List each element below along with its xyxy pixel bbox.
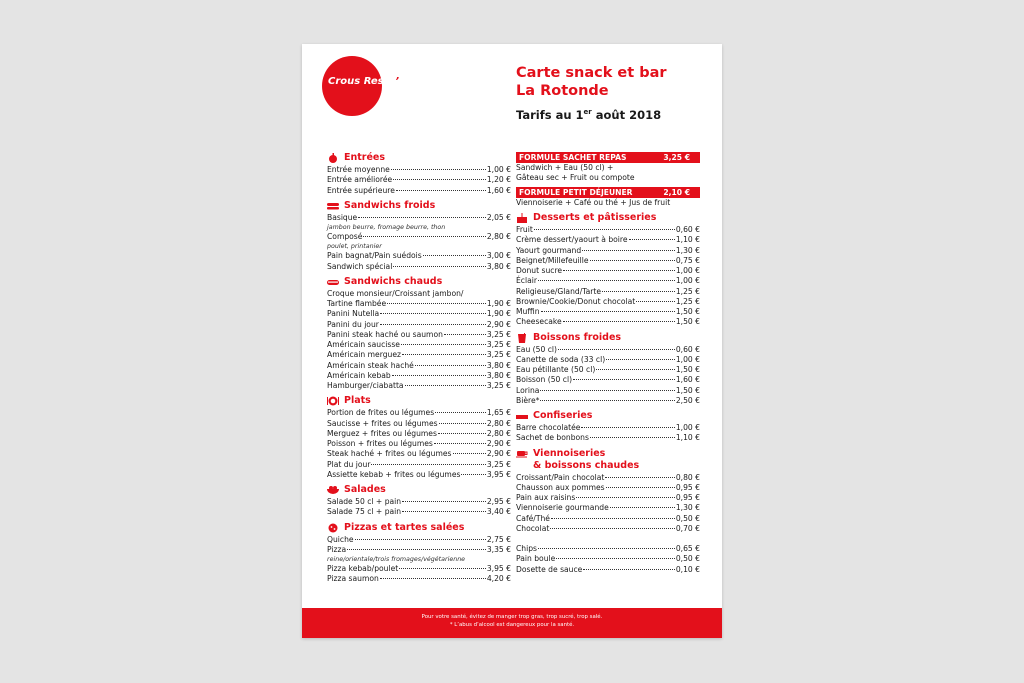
section-heading xyxy=(516,332,700,344)
item-name: Américain kebab xyxy=(327,370,391,380)
item-name: Tartine flambée xyxy=(327,299,387,308)
item-price: 1,00 € xyxy=(675,276,700,286)
item-name: Américain steak haché xyxy=(327,360,414,370)
item-price: 2,90 € xyxy=(486,319,511,329)
item-price: 1,90 € xyxy=(486,299,511,308)
item-name: Éclair xyxy=(516,276,537,286)
item-name: Panini steak haché ou saumon xyxy=(327,329,443,339)
menu-item xyxy=(516,307,700,317)
item-name: Beignet/Millefeuille xyxy=(516,255,589,265)
menu-item xyxy=(516,433,700,443)
menu-item xyxy=(327,429,511,439)
dot-leader xyxy=(606,359,675,360)
dot-leader xyxy=(392,375,486,376)
item-price: 1,60 € xyxy=(675,375,700,385)
dot-leader xyxy=(423,255,486,256)
item-price: 3,95 € xyxy=(486,469,511,479)
dot-leader xyxy=(444,334,486,335)
dot-leader xyxy=(610,507,675,508)
title-line-1: Carte snack et bar xyxy=(516,65,667,81)
drink-glass-icon xyxy=(516,333,528,343)
section-heading xyxy=(327,395,511,407)
menu-item xyxy=(516,544,700,554)
menu-item xyxy=(516,256,700,266)
item-name: Sachet de bonbons xyxy=(516,433,589,443)
dot-leader xyxy=(439,423,486,424)
dot-leader xyxy=(435,412,486,413)
item-name: Pizza saumon xyxy=(327,574,379,584)
dot-leader xyxy=(576,497,675,498)
menu-item xyxy=(327,213,511,223)
section-title: Boissons froides xyxy=(533,331,622,343)
item-price: 1,50 € xyxy=(675,385,700,395)
menu-item xyxy=(516,225,700,235)
item-price: 0,60 € xyxy=(675,225,700,234)
item-name: Donut sucre xyxy=(516,266,563,275)
left-column xyxy=(327,148,511,585)
menu-item xyxy=(327,320,511,330)
item-price: 0,70 € xyxy=(675,523,700,533)
dot-leader xyxy=(453,453,486,454)
item-price: 1,50 € xyxy=(675,317,700,327)
item-price: 3,25 € xyxy=(486,381,511,390)
plate-icon xyxy=(327,396,339,406)
item-name: Poisson + frites ou légumes xyxy=(327,439,433,448)
menu-item xyxy=(327,507,511,517)
right-column xyxy=(516,148,700,575)
menu-item xyxy=(327,564,511,574)
item-name: Dosette de sauce xyxy=(516,564,583,574)
menu-item xyxy=(327,330,511,340)
item-name: Pain bagnat/Pain suédois xyxy=(327,251,422,261)
section-heading xyxy=(327,152,511,164)
item-price: 0,50 € xyxy=(675,554,700,564)
dot-leader xyxy=(606,487,675,488)
item-name: Croissant/Pain chocolat xyxy=(516,472,605,482)
item-price: 3,25 € xyxy=(486,459,511,469)
dot-leader xyxy=(605,477,674,478)
item-price: 1,50 € xyxy=(675,307,700,316)
health-footer xyxy=(302,608,722,638)
item-name: Chips xyxy=(516,544,538,553)
item-name: Chocolat xyxy=(516,523,550,533)
menu-item xyxy=(327,545,511,555)
dot-leader xyxy=(636,301,675,302)
item-price: 1,30 € xyxy=(675,503,700,513)
item-name: Composé xyxy=(327,232,363,241)
item-name: Hamburger/ciabatta xyxy=(327,381,404,390)
dot-leader xyxy=(380,313,486,314)
menu-sheet xyxy=(302,44,722,638)
item-price: 2,80 € xyxy=(486,418,511,428)
section-title: Sandwichs chauds xyxy=(344,275,443,287)
formula-description: Viennoiserie + Café ou thé + Jus de fruit xyxy=(516,198,671,207)
section-heading xyxy=(327,276,511,288)
dot-leader xyxy=(347,549,486,550)
menu-item xyxy=(516,386,700,396)
item-name: Portion de frites ou légumes xyxy=(327,408,435,418)
item-name: Pain aux raisins xyxy=(516,493,576,502)
menu-item xyxy=(327,497,511,507)
formula-banner xyxy=(516,152,700,163)
price-date: Tarifs au 1er août 2018 xyxy=(516,108,662,122)
dot-leader xyxy=(380,324,486,325)
item-price: 1,60 € xyxy=(486,185,511,195)
item-price: 1,00 € xyxy=(675,423,700,432)
item-name: Bière* xyxy=(516,395,540,405)
menu-item xyxy=(327,175,511,185)
item-name: Pizza xyxy=(327,544,347,554)
item-price: 1,00 € xyxy=(675,266,700,275)
formula-title: FORMULE PETIT DÉJEUNER xyxy=(519,188,633,197)
item-note: poulet, printanier xyxy=(327,243,382,251)
dot-leader xyxy=(556,558,675,559)
dot-leader xyxy=(402,511,486,512)
section-heading xyxy=(327,484,511,496)
section-heading xyxy=(516,212,700,224)
item-name: Lorina xyxy=(516,385,540,395)
menu-item xyxy=(327,419,511,429)
item-name: Entrée moyenne xyxy=(327,165,390,174)
item-name: Eau pétillante (50 cl) xyxy=(516,365,596,374)
item-price: 1,20 € xyxy=(486,175,511,185)
item-price: 2,95 € xyxy=(486,497,511,506)
formula-description: Sandwich + Eau (50 cl) + xyxy=(516,163,614,172)
menu-item xyxy=(516,554,700,564)
item-price: 0,10 € xyxy=(675,564,700,574)
dot-leader xyxy=(540,400,674,401)
item-name: Américain merguez xyxy=(327,350,402,360)
section-title: Plats xyxy=(344,395,371,407)
dot-leader xyxy=(583,569,675,570)
item-price: 2,80 € xyxy=(486,232,511,241)
item-name: Panini Nutella xyxy=(327,309,380,319)
menu-item xyxy=(516,317,700,327)
menu-item xyxy=(327,371,511,381)
item-price: 2,90 € xyxy=(486,449,511,459)
item-price: 3,80 € xyxy=(486,261,511,271)
item-price: 3,25 € xyxy=(486,340,511,349)
item-name: Basique xyxy=(327,212,358,222)
menu-item xyxy=(327,186,511,196)
item-name: Chausson aux pommes xyxy=(516,482,605,492)
item-price: 1,90 € xyxy=(486,309,511,319)
dot-leader xyxy=(355,539,486,540)
item-price: 1,10 € xyxy=(675,433,700,443)
item-name: Entrée supérieure xyxy=(327,185,395,195)
formulas xyxy=(516,152,700,208)
menu-item xyxy=(327,470,511,480)
item-price: 3,35 € xyxy=(486,544,511,554)
section-title: Sandwichs froids xyxy=(344,199,436,211)
menu-item xyxy=(327,165,511,175)
section-heading xyxy=(516,410,700,422)
section-heading xyxy=(327,200,511,212)
dot-leader xyxy=(391,169,486,170)
menu-item xyxy=(516,493,700,503)
item-name: Boisson (50 cl) xyxy=(516,375,573,385)
footer-line-1: Pour votre santé, évitez de manger trop gras, trop sucré, trop salé. xyxy=(421,614,603,620)
item-price: 0,95 € xyxy=(675,482,700,492)
item-name: Steak haché + frites ou légumes xyxy=(327,449,452,459)
item-name: Brownie/Cookie/Donut chocolat xyxy=(516,296,636,306)
dot-leader xyxy=(363,236,485,237)
menu-item xyxy=(516,355,700,365)
item-name: Assiette kebab + frites ou légumes xyxy=(327,469,461,479)
section-title: Viennoiseries & boissons chaudes xyxy=(533,447,640,471)
dot-leader xyxy=(558,349,675,350)
item-name: Muffin xyxy=(516,307,540,316)
logo-text: Crous Resto’ xyxy=(328,76,400,87)
apple-icon xyxy=(327,153,339,163)
dot-leader xyxy=(540,390,674,391)
item-price: 4,20 € xyxy=(486,574,511,584)
dot-leader xyxy=(402,501,486,502)
item-price: 3,00 € xyxy=(486,251,511,261)
menu-item xyxy=(516,345,700,355)
item-name: Crème dessert/yaourt à boire xyxy=(516,235,628,245)
menu-item xyxy=(327,408,511,418)
item-price: 0,75 € xyxy=(675,255,700,265)
item-price: 1,00 € xyxy=(486,165,511,174)
formula-price: 3,25 € xyxy=(663,153,690,162)
item-name: Américain saucisse xyxy=(327,340,400,349)
menu-title xyxy=(516,64,667,100)
menu-item xyxy=(327,574,511,584)
item-price: 2,75 € xyxy=(486,534,511,544)
section-title: Pizzas et tartes salées xyxy=(344,521,465,533)
spacer xyxy=(516,534,700,544)
dot-leader xyxy=(534,229,675,230)
menu-item xyxy=(516,503,700,513)
menu-item xyxy=(327,340,511,350)
section-title: Desserts et pâtisseries xyxy=(533,212,657,223)
title-line-2: La Rotonde xyxy=(516,83,609,99)
dot-leader xyxy=(596,369,675,370)
salad-bowl-icon xyxy=(327,485,339,495)
formula-description: Gâteau sec + Fruit ou compote xyxy=(516,173,635,182)
item-name: Entrée améliorée xyxy=(327,175,393,185)
menu-item xyxy=(327,535,511,545)
item-name: Sandwich spécial xyxy=(327,261,393,271)
dot-leader xyxy=(438,433,486,434)
item-price: 3,25 € xyxy=(486,329,511,339)
menu-item xyxy=(516,524,700,534)
item-name: Eau (50 cl) xyxy=(516,344,557,354)
menu-item xyxy=(516,235,700,245)
item-name: Quiche xyxy=(327,534,354,544)
pizza-icon xyxy=(327,523,339,533)
dot-leader xyxy=(401,344,486,345)
right-sections xyxy=(516,212,700,575)
item-price: 3,95 € xyxy=(486,564,511,573)
item-price: 2,90 € xyxy=(486,439,511,448)
menu-item xyxy=(327,232,511,242)
item-price: 2,05 € xyxy=(486,212,511,222)
menu-item xyxy=(327,309,511,319)
dot-leader xyxy=(402,354,486,355)
item-price: 0,60 € xyxy=(675,344,700,354)
footer-line-2: * L’abus d’alcool est dangereux pour la santé. xyxy=(449,622,575,628)
dot-leader xyxy=(602,291,675,292)
menu-item xyxy=(327,449,511,459)
menu-item xyxy=(327,299,511,309)
section-title: Salades xyxy=(344,484,386,495)
item-price: 2,80 € xyxy=(486,428,511,438)
menu-item xyxy=(516,483,700,493)
item-price: 0,95 € xyxy=(675,493,700,502)
menu-item xyxy=(516,565,700,575)
item-price: 0,50 € xyxy=(675,513,700,523)
menu-item-line: Croque monsieur/Croissant jambon/ xyxy=(327,288,464,298)
coffee-cup-icon xyxy=(516,448,528,458)
item-price: 3,40 € xyxy=(486,507,511,517)
dot-leader xyxy=(396,190,486,191)
item-name: Panini du jour xyxy=(327,319,379,329)
menu-item xyxy=(516,473,700,483)
dot-leader xyxy=(387,303,486,304)
menu-item xyxy=(516,514,700,524)
menu-item xyxy=(516,365,700,375)
item-name: Fruit xyxy=(516,225,533,234)
item-price: 1,00 € xyxy=(675,354,700,364)
menu-item xyxy=(327,262,511,272)
dot-leader xyxy=(393,266,486,267)
menu-item xyxy=(327,350,511,360)
section-heading xyxy=(516,448,700,472)
item-price: 1,65 € xyxy=(486,408,511,418)
dot-leader xyxy=(434,443,486,444)
item-price: 1,25 € xyxy=(675,286,700,296)
dot-leader xyxy=(358,217,486,218)
menu-item xyxy=(516,423,700,433)
menu-item xyxy=(516,276,700,286)
hotdog-icon xyxy=(327,277,339,287)
item-name: Religieuse/Gland/Tarte xyxy=(516,286,602,296)
dot-leader xyxy=(461,474,485,475)
item-price: 1,50 € xyxy=(675,365,700,374)
item-price: 1,30 € xyxy=(675,245,700,255)
menu-item xyxy=(327,460,511,470)
dot-leader xyxy=(538,548,675,549)
dot-leader xyxy=(538,280,675,281)
item-price: 3,80 € xyxy=(486,360,511,370)
cake-icon xyxy=(516,213,528,223)
menu-item xyxy=(327,439,511,449)
dot-leader xyxy=(573,379,675,380)
section-title: Confiseries xyxy=(533,410,593,421)
dot-leader xyxy=(563,321,675,322)
dot-leader xyxy=(415,365,486,366)
dot-leader xyxy=(590,260,675,261)
item-note: reine/orientale/trois fromages/végétarienne xyxy=(327,556,466,563)
item-price: 3,80 € xyxy=(486,370,511,380)
item-price: 1,25 € xyxy=(675,296,700,306)
item-name: Barre chocolatée xyxy=(516,423,581,432)
item-name: Café/Thé xyxy=(516,513,550,523)
section-heading xyxy=(327,522,511,534)
menu-item xyxy=(516,297,700,307)
dot-leader xyxy=(550,528,675,529)
dot-leader xyxy=(405,385,486,386)
item-name: Viennoiserie gourmande xyxy=(516,503,609,513)
item-name: Saucisse + frites ou légumes xyxy=(327,418,438,428)
dot-leader xyxy=(563,270,675,271)
dot-leader xyxy=(590,437,675,438)
formula-title: FORMULE SACHET REPAS xyxy=(519,153,627,162)
item-name: Pain boule xyxy=(516,554,556,564)
item-name: Plat du jour xyxy=(327,459,371,469)
item-name: Cheesecake xyxy=(516,317,562,327)
item-price: 2,50 € xyxy=(675,395,700,405)
dot-leader xyxy=(582,250,675,251)
menu-item xyxy=(516,287,700,297)
sandwich-icon xyxy=(327,201,339,211)
menu-item xyxy=(516,246,700,256)
item-price: 1,10 € xyxy=(675,235,700,245)
candy-bar-icon xyxy=(516,411,528,421)
dot-leader xyxy=(380,578,486,579)
dot-leader xyxy=(541,311,675,312)
item-price: 3,25 € xyxy=(486,350,511,360)
dot-leader xyxy=(581,427,674,428)
menu-item xyxy=(327,251,511,261)
dot-leader xyxy=(551,518,675,519)
formula-banner xyxy=(516,187,700,198)
item-note: jambon beurre, fromage beurre, thon xyxy=(327,224,446,231)
menu-item xyxy=(516,396,700,406)
item-name: Salade 50 cl + pain xyxy=(327,497,402,506)
item-name: Pizza kebab/poulet xyxy=(327,564,399,573)
item-name: Merguez + frites ou légumes xyxy=(327,428,437,438)
section-title: Entrées xyxy=(344,152,386,163)
dot-leader xyxy=(371,464,485,465)
item-name: Salade 75 cl + pain xyxy=(327,507,402,517)
item-name: Canette de soda (33 cl) xyxy=(516,354,606,364)
dot-leader xyxy=(399,568,486,569)
item-price: 0,65 € xyxy=(675,544,700,553)
menu-item xyxy=(327,381,511,391)
menu-item xyxy=(327,361,511,371)
menu-item xyxy=(516,266,700,276)
formula-price: 2,10 € xyxy=(663,188,690,197)
dot-leader xyxy=(393,179,486,180)
menu-item xyxy=(516,375,700,385)
item-price: 0,80 € xyxy=(675,472,700,482)
dot-leader xyxy=(629,239,675,240)
item-name: Yaourt gourmand xyxy=(516,245,582,255)
